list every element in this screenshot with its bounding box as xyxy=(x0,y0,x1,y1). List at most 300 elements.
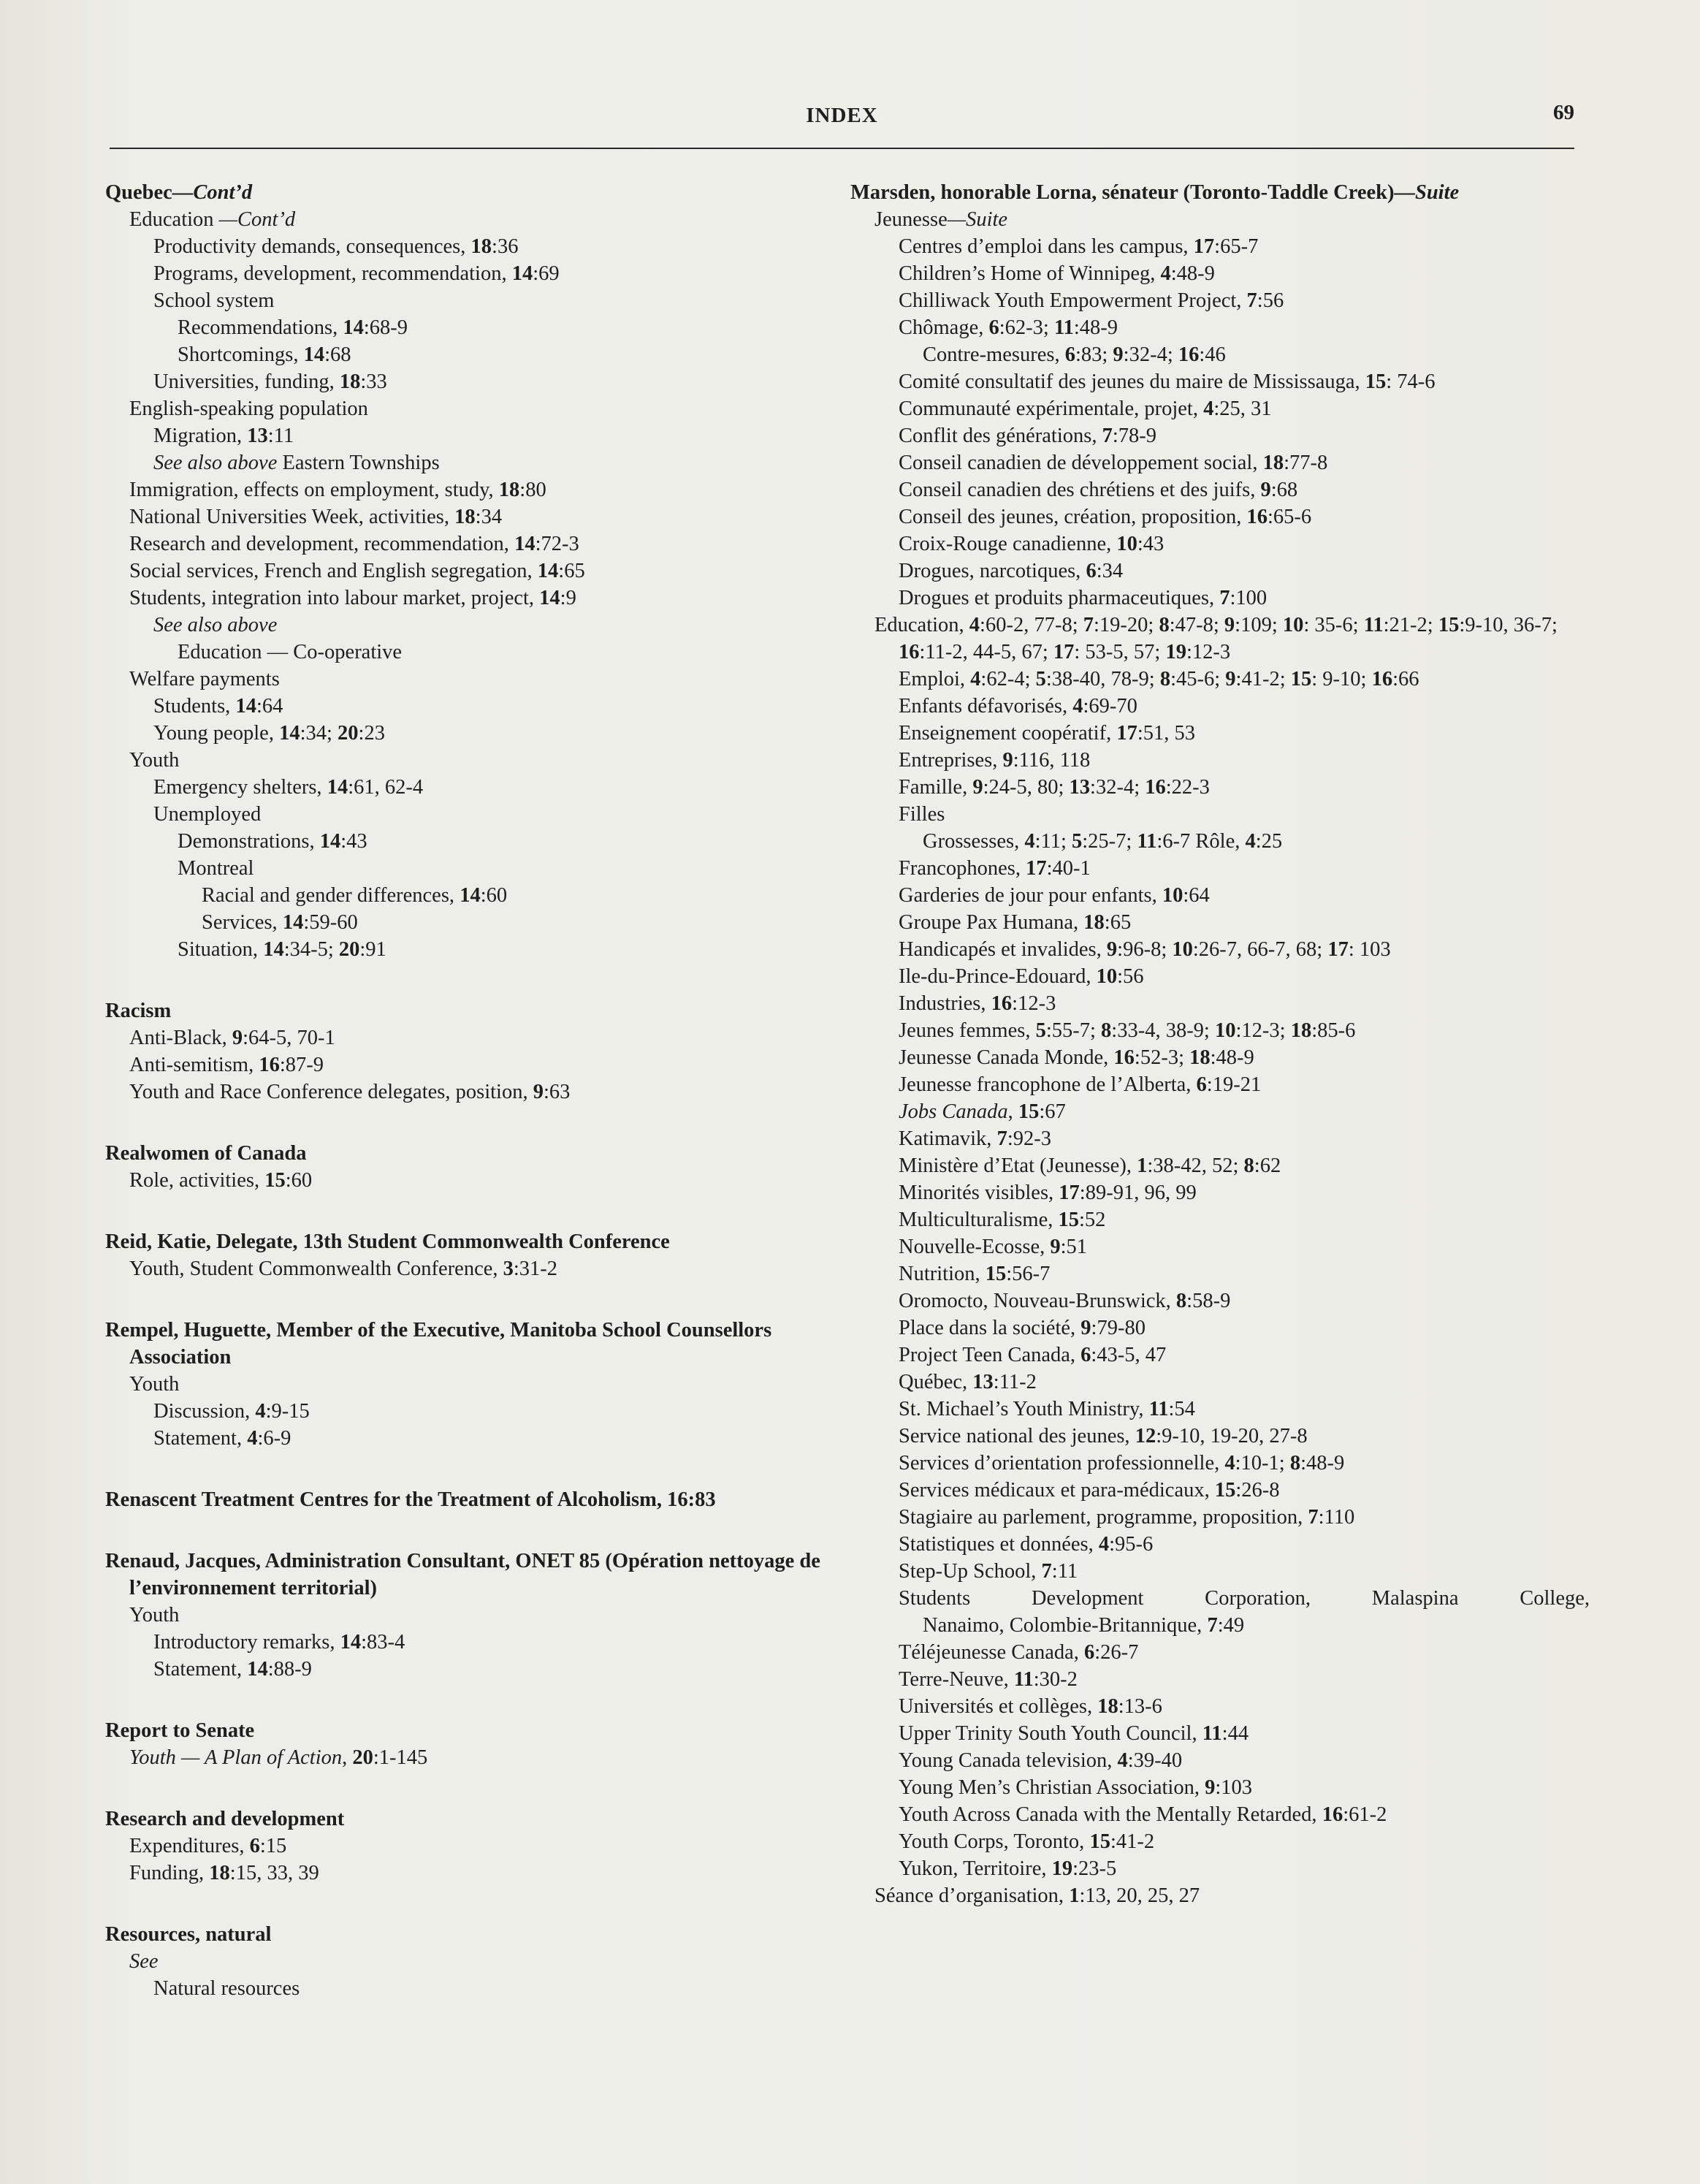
index-subentry xyxy=(850,558,1590,585)
volume-number: 15 xyxy=(1365,370,1387,393)
entry-text: :65 xyxy=(1104,911,1132,934)
entry-text: :10-1; xyxy=(1235,1452,1290,1475)
index-subentry xyxy=(850,1558,1590,1585)
entry-text: Upper Trinity South Youth Council, xyxy=(899,1722,1202,1745)
volume-number: 17 xyxy=(1327,938,1349,961)
entry-text: :34 xyxy=(475,506,503,528)
entry-text: Research and development, recommendation, xyxy=(129,533,515,555)
volume-number: 4 xyxy=(255,1400,266,1423)
entry-text: :65 xyxy=(558,560,585,582)
index-subentry xyxy=(850,1477,1590,1504)
index-subentry xyxy=(105,476,828,503)
index-subentry xyxy=(850,693,1590,720)
volume-number: 8 xyxy=(1159,668,1171,690)
entry-text: :54 xyxy=(1168,1398,1195,1420)
volume-number: 15 xyxy=(985,1263,1007,1285)
entry-text: :100 xyxy=(1230,587,1268,609)
index-heading xyxy=(105,1228,828,1255)
entry-text: :25 xyxy=(1255,830,1283,853)
entry-text: :11 xyxy=(1051,1560,1078,1583)
entry-text: :11 xyxy=(267,425,294,447)
entry-text: :62-3; xyxy=(999,316,1054,339)
volume-number: 16 xyxy=(1322,1803,1343,1826)
entry-text: Conseil canadien de développement social, xyxy=(899,452,1263,474)
volume-number: 11 xyxy=(1137,830,1157,853)
volume-number: 7 xyxy=(1041,1560,1052,1583)
entry-text: Stagiaire au parlement, programme, proposition, xyxy=(899,1506,1308,1529)
entry-text: —Cont’d xyxy=(172,181,253,204)
entry-text: :21-2; xyxy=(1383,614,1438,636)
entry-text: Centres d’emploi dans les campus, xyxy=(899,235,1194,258)
entry-text: Demonstrations, xyxy=(178,830,320,853)
index-subentry xyxy=(850,666,1590,693)
index-subentry xyxy=(105,1078,828,1106)
index-subentry xyxy=(850,1693,1590,1720)
volume-number: 15 xyxy=(1018,1100,1040,1123)
entry-spacer xyxy=(105,1771,828,1806)
index-subentry xyxy=(850,1396,1590,1423)
entry-text: Unemployed xyxy=(153,803,262,826)
entry-text: :43 xyxy=(1137,533,1165,555)
entry-text: :52-3; xyxy=(1134,1046,1190,1069)
entry-text: Entreprises, xyxy=(899,749,1003,772)
index-subentry xyxy=(105,341,828,368)
index-subentry xyxy=(850,1179,1590,1206)
entry-text: :9-15 xyxy=(265,1400,310,1423)
entry-text: :63 xyxy=(543,1081,571,1103)
volume-number: 9 xyxy=(1002,749,1013,772)
volume-number: 10 xyxy=(1282,614,1304,636)
entry-text: :68-9 xyxy=(363,316,408,339)
entry-text: :30-2 xyxy=(1033,1668,1078,1691)
volume-number: 6 xyxy=(1084,1641,1095,1664)
volume-number: 18 xyxy=(498,479,520,501)
entry-text: :60 xyxy=(285,1169,313,1192)
entry-text: St. Michael’s Youth Ministry, xyxy=(899,1398,1149,1420)
entry-text: :44 xyxy=(1221,1722,1249,1745)
entry-text: Famille, xyxy=(899,776,973,799)
entry-text: :26-8 xyxy=(1235,1479,1280,1502)
entry-text: :83-4 xyxy=(361,1631,405,1654)
index-subentry xyxy=(105,693,828,720)
volume-number: 5 xyxy=(1035,1019,1046,1042)
index-subentry xyxy=(105,206,828,233)
index-subentry xyxy=(850,963,1590,990)
entry-text: Contre-mesures, xyxy=(923,343,1065,366)
entry-text: : 103 xyxy=(1348,938,1391,961)
entry-text: :47-8; xyxy=(1169,614,1224,636)
entry-text: :62-4; xyxy=(980,668,1036,690)
entry-text: :56 xyxy=(1117,965,1144,988)
entry-text: :61, 62-4 xyxy=(348,776,424,799)
entry-text: Shortcomings, xyxy=(178,343,304,366)
entry-text: :6-7 Rôle, xyxy=(1156,830,1246,853)
entry-text: Youth, Student Commonwealth Conference, xyxy=(129,1257,503,1280)
volume-number: 16 xyxy=(1113,1046,1135,1069)
entry-text: :36 xyxy=(492,235,519,258)
index-subentry xyxy=(105,233,828,260)
index-subentry xyxy=(850,1504,1590,1531)
entry-text: —Suite xyxy=(947,208,1008,231)
index-subentry xyxy=(105,530,828,558)
index-subentry xyxy=(850,1828,1590,1855)
entry-text: :64 xyxy=(1183,884,1210,907)
volume-number: 18 xyxy=(1097,1695,1118,1718)
volume-number: 8 xyxy=(1159,614,1170,636)
volume-number: 18 xyxy=(1083,911,1105,934)
entry-spacer xyxy=(105,1683,828,1717)
index-subentry xyxy=(105,1602,828,1629)
volume-number: 16 xyxy=(1178,343,1200,366)
entry-text: :52 xyxy=(1078,1209,1106,1231)
index-subentry xyxy=(850,1233,1590,1260)
volume-number: 19 xyxy=(1165,641,1186,663)
index-subentry xyxy=(850,314,1590,341)
volume-number: 5 xyxy=(1035,668,1046,690)
volume-number: 6 xyxy=(249,1835,260,1857)
entry-text: Youth Corps, Toronto, xyxy=(899,1830,1090,1853)
index-subentry xyxy=(105,585,828,612)
volume-number: 9 xyxy=(972,776,983,799)
volume-number: 7 xyxy=(996,1127,1007,1150)
volume-number: 4 xyxy=(1072,695,1083,718)
entry-text: Productivity demands, consequences, xyxy=(153,235,471,258)
entry-text: :78-9 xyxy=(1112,425,1157,447)
volume-number: 4 xyxy=(970,668,981,690)
volume-number: Rempel, Huguette, Member of the Executive, Manitoba School Counsellors Association xyxy=(105,1319,772,1369)
index-subentry xyxy=(850,1125,1590,1152)
volume-number: 15 xyxy=(264,1169,286,1192)
entry-text: See xyxy=(129,1950,159,1973)
volume-number: 15 xyxy=(1438,614,1460,636)
entry-text: Groupe Pax Humana, xyxy=(899,911,1084,934)
index-subentry xyxy=(105,1656,828,1683)
entry-text: Emploi, xyxy=(899,668,971,690)
index-subentry xyxy=(105,1167,828,1194)
index-heading xyxy=(105,1717,828,1744)
index-subentry xyxy=(850,990,1590,1017)
entry-text: :56 xyxy=(1257,289,1284,312)
volume-number: 14 xyxy=(327,776,348,799)
volume-number: 15 xyxy=(1214,1479,1236,1502)
index-subentry xyxy=(850,1531,1590,1558)
running-head xyxy=(110,101,1574,149)
entry-text: School system xyxy=(153,289,275,312)
index-subentry xyxy=(105,720,828,747)
entry-text: :6-9 xyxy=(257,1427,291,1450)
volume-number: 20 xyxy=(338,938,360,961)
entry-spacer xyxy=(105,1513,828,1548)
entry-text: Universités et collèges, xyxy=(899,1695,1098,1718)
index-subentry xyxy=(105,260,828,287)
entry-text: : 35-6; xyxy=(1303,614,1364,636)
entry-text: :68 xyxy=(1270,479,1298,501)
entry-spacer xyxy=(105,1106,828,1140)
entry-text: :48-9 xyxy=(1170,262,1215,285)
index-subentry xyxy=(105,639,828,666)
volume-number: 4 xyxy=(1224,1452,1235,1475)
index-subentry xyxy=(850,801,1590,828)
index-subentry xyxy=(105,1860,828,1887)
index-subentry xyxy=(105,1051,828,1078)
entry-text: Students, integration into labour market, project, xyxy=(129,587,540,609)
entry-text: Youth — A Plan of Action xyxy=(129,1746,343,1769)
entry-text: :41-2; xyxy=(1235,668,1291,690)
entry-text: :56-7 xyxy=(1006,1263,1051,1285)
entry-text: :32-4; xyxy=(1123,343,1178,366)
volume-number: Research and development xyxy=(105,1808,345,1830)
entry-text: Enfants défavorisés, xyxy=(899,695,1073,718)
entry-text: :24-5, 80; xyxy=(983,776,1070,799)
volume-number: 14 xyxy=(340,1631,362,1654)
entry-spacer xyxy=(105,1282,828,1317)
index-subentry xyxy=(850,530,1590,558)
index-subentry xyxy=(105,395,828,422)
index-subentry xyxy=(850,1855,1590,1882)
volume-number: 9 xyxy=(1225,668,1236,690)
volume-number: 17 xyxy=(1059,1182,1080,1204)
volume-number: 14 xyxy=(343,316,364,339)
entry-text: Young Canada television, xyxy=(899,1749,1118,1772)
entry-text: :62 xyxy=(1254,1154,1281,1177)
volume-number: 4 xyxy=(969,614,980,636)
entry-text: Students, xyxy=(153,695,236,718)
entry-text: Multiculturalisme, xyxy=(899,1209,1059,1231)
entry-text: Handicapés et invalides, xyxy=(899,938,1107,961)
index-subentry xyxy=(850,260,1590,287)
entry-text: :9-10, 19-20, 27-8 xyxy=(1156,1425,1308,1447)
index-subentry xyxy=(105,449,828,476)
volume-number: 14 xyxy=(511,262,533,285)
entry-text: Séance d’organisation, xyxy=(874,1884,1070,1907)
entry-text: :33-4, 38-9; xyxy=(1111,1019,1215,1042)
index-subentry xyxy=(850,206,1590,233)
entry-text: :83; xyxy=(1075,343,1113,366)
entry-text: Role, activities, xyxy=(129,1169,265,1192)
entry-text: :80 xyxy=(519,479,546,501)
entry-text: :15 xyxy=(259,1835,287,1857)
volume-number: 8 xyxy=(1243,1154,1254,1177)
entry-text: :26-7, 66-7, 68; xyxy=(1192,938,1328,961)
volume-number: 6 xyxy=(988,316,999,339)
entry-text: Eastern Townships xyxy=(282,452,440,474)
entry-text: :43 xyxy=(340,830,367,853)
volume-number: 4 xyxy=(1117,1749,1128,1772)
volume-number: 15 xyxy=(1290,668,1312,690)
entry-text: , xyxy=(342,1746,353,1769)
index-subentry xyxy=(105,503,828,530)
entry-text: :69-70 xyxy=(1083,695,1137,718)
index-subentry xyxy=(105,1371,828,1398)
entry-text: :77-8 xyxy=(1284,452,1328,474)
index-subentry xyxy=(105,774,828,801)
volume-number: 4 xyxy=(1160,262,1171,285)
index-subentry xyxy=(850,1044,1590,1071)
entry-text: Communauté expérimentale, projet, xyxy=(899,397,1204,420)
entry-text: Education — Co-operative xyxy=(178,641,403,663)
entry-text: Recommendations, xyxy=(178,316,343,339)
entry-text: :72-3 xyxy=(535,533,579,555)
index-subentry xyxy=(850,476,1590,503)
entry-text: :91 xyxy=(359,938,386,961)
volume-number: 14 xyxy=(460,884,481,907)
entry-text: , xyxy=(1007,1100,1018,1123)
index-subentry xyxy=(105,1975,828,2002)
entry-text: Grossesses, xyxy=(923,830,1025,853)
index-subentry xyxy=(105,1833,828,1860)
entry-text: :48-9 xyxy=(1210,1046,1254,1069)
volume-number: 9 xyxy=(1205,1776,1216,1799)
index-column-right xyxy=(850,179,1590,1909)
index-subentry xyxy=(105,747,828,774)
entry-text: Montreal xyxy=(178,857,254,880)
entry-text: :12-3; xyxy=(1235,1019,1291,1042)
entry-text: Nutrition, xyxy=(899,1263,986,1285)
entry-text: :109; xyxy=(1235,614,1283,636)
index-subentry xyxy=(850,422,1590,449)
entry-text: :40-1 xyxy=(1046,857,1091,880)
entry-text: Yukon, Territoire, xyxy=(899,1857,1052,1880)
volume-number: 9 xyxy=(1113,343,1124,366)
index-subentry xyxy=(850,936,1590,963)
index-subentry xyxy=(105,855,828,882)
entry-text: Statement, xyxy=(153,1658,248,1681)
entry-text: Immigration, effects on employment, study, xyxy=(129,479,499,501)
entry-text: Emergency shelters, xyxy=(153,776,327,799)
entry-text: :110 xyxy=(1318,1506,1355,1529)
entry-text: :43-5, 47 xyxy=(1091,1344,1167,1366)
entry-text: :19-21 xyxy=(1206,1073,1262,1096)
volume-number: 11 xyxy=(1363,614,1384,636)
entry-text: Industries, xyxy=(899,992,991,1015)
entry-text: Welfare payments xyxy=(129,668,280,690)
index-column-left xyxy=(105,179,828,2002)
entry-text: Chômage, xyxy=(899,316,989,339)
volume-number: 18 xyxy=(209,1862,230,1884)
index-subentry xyxy=(105,314,828,341)
entry-text: :83 xyxy=(687,1488,716,1511)
entry-text: :25, 31 xyxy=(1213,397,1272,420)
entry-text: Téléjeunesse Canada, xyxy=(899,1641,1085,1664)
index-subentry xyxy=(850,1152,1590,1179)
entry-text: :38-42, 52; xyxy=(1147,1154,1244,1177)
entry-text: Conseil des jeunes, création, proposition, xyxy=(899,506,1247,528)
entry-text: :85-6 xyxy=(1311,1019,1356,1042)
entry-text: Young people, xyxy=(153,722,280,745)
entry-text: :45-6; xyxy=(1170,668,1226,690)
entry-text: Statement, xyxy=(153,1427,248,1450)
volume-number: 11 xyxy=(1148,1398,1169,1420)
entry-text: Jeunesse francophone de l’Alberta, xyxy=(899,1073,1197,1096)
entry-text: Youth Across Canada with the Mentally Retarded, xyxy=(899,1803,1322,1826)
index-subentry xyxy=(850,1747,1590,1774)
entry-text: :65-6 xyxy=(1268,506,1312,528)
volume-number: Reid, Katie, Delegate, 13th Student Commonwealth Conference xyxy=(105,1230,670,1253)
volume-number: 1 xyxy=(1069,1884,1080,1907)
volume-number: 17 xyxy=(1193,235,1215,258)
entry-text: Jobs Canada xyxy=(899,1100,1008,1123)
entry-text: :59-60 xyxy=(303,911,358,934)
entry-text: Services d’orientation professionnelle, xyxy=(899,1452,1225,1475)
volume-number: 13 xyxy=(247,425,268,447)
entry-text: Services médicaux et para-médicaux, xyxy=(899,1479,1215,1502)
index-subentry xyxy=(105,368,828,395)
index-heading xyxy=(105,1317,828,1371)
volume-number: 14 xyxy=(303,343,325,366)
entry-spacer xyxy=(105,963,828,997)
volume-number: 10 xyxy=(1096,965,1118,988)
entry-text: Enseignement coopératif, xyxy=(899,722,1117,745)
entry-text: :55-7; xyxy=(1045,1019,1102,1042)
entry-text: Racial and gender differences, xyxy=(202,884,460,907)
index-subentry xyxy=(105,909,828,936)
index-subentry xyxy=(105,1255,828,1282)
entry-text: Nouvelle-Ecosse, xyxy=(899,1236,1051,1258)
volume-number: 4 xyxy=(1203,397,1214,420)
entry-spacer xyxy=(105,1194,828,1228)
index-subentry xyxy=(850,395,1590,422)
volume-number: 7 xyxy=(1308,1506,1319,1529)
volume-number: 18 xyxy=(454,506,476,528)
index-heading xyxy=(105,997,828,1024)
entry-text: :22-3 xyxy=(1165,776,1210,799)
entry-text: :32-4; xyxy=(1090,776,1146,799)
entry-text: :69 xyxy=(533,262,560,285)
index-subentry xyxy=(850,233,1590,260)
entry-text: :49 xyxy=(1217,1614,1245,1637)
entry-text: Programs, development, recommendation, xyxy=(153,262,512,285)
index-subentry xyxy=(105,558,828,585)
volume-number: 15 xyxy=(1089,1830,1110,1853)
index-subentry xyxy=(850,1287,1590,1314)
entry-text: :15, 33, 39 xyxy=(229,1862,319,1884)
index-subentry xyxy=(850,1423,1590,1450)
entry-text: Statistiques et données, xyxy=(899,1533,1099,1556)
volume-number: 9 xyxy=(533,1081,544,1103)
volume-number: 7 xyxy=(1102,425,1113,447)
volume-number: Resources, natural xyxy=(105,1923,272,1946)
volume-number: 9 xyxy=(1224,614,1235,636)
entry-text: Social services, French and English segregation, xyxy=(129,560,538,582)
entry-text: Service national des jeunes, xyxy=(899,1425,1135,1447)
volume-number: 14 xyxy=(279,722,300,745)
index-heading xyxy=(105,1486,828,1513)
entry-text: :26-7 xyxy=(1094,1641,1139,1664)
volume-number: 9 xyxy=(1080,1317,1091,1339)
entry-text: Garderies de jour pour enfants, xyxy=(899,884,1162,907)
index-subentry xyxy=(850,1098,1590,1125)
volume-number: 7 xyxy=(1246,289,1257,312)
index-subentry xyxy=(850,1314,1590,1342)
entry-text: Jeunesse Canada Monde, xyxy=(899,1046,1114,1069)
index-subentry xyxy=(105,936,828,963)
volume-number: 10 xyxy=(1116,533,1137,555)
index-subentry xyxy=(850,828,1590,855)
entry-text: : 9-10; xyxy=(1311,668,1372,690)
entry-text: :60-2, 77-8; xyxy=(980,614,1083,636)
entry-text: :9 xyxy=(560,587,576,609)
entry-text: Croix-Rouge canadienne, xyxy=(899,533,1117,555)
index-subentry xyxy=(850,612,1590,666)
index-subentry xyxy=(105,1425,828,1452)
index-subentry xyxy=(850,1369,1590,1396)
index-subentry xyxy=(850,909,1590,936)
volume-number: 14 xyxy=(537,560,559,582)
index-subentry xyxy=(850,1206,1590,1233)
volume-number: Renascent Treatment Centres for the Treatment of Alcoholism, xyxy=(105,1488,668,1511)
volume-number: Report to Senate xyxy=(105,1719,255,1742)
volume-number: 10 xyxy=(1162,884,1183,907)
